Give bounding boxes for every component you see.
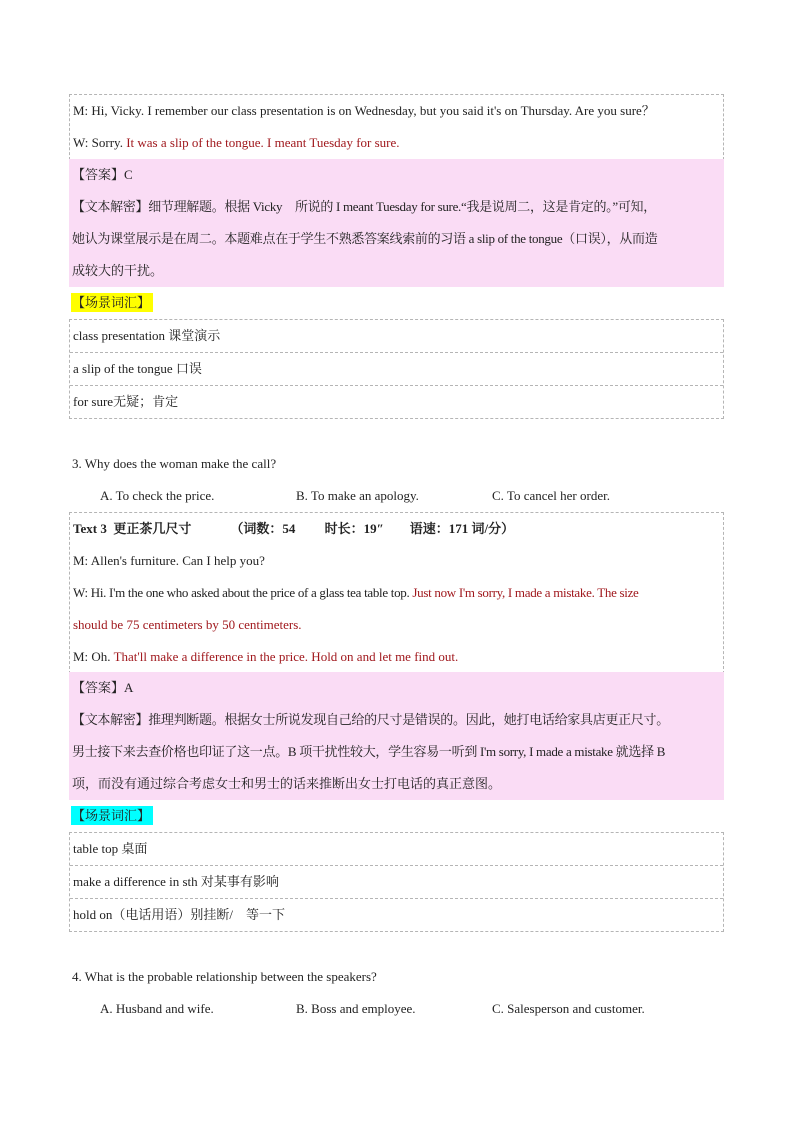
text3-m-line2 <box>70 641 723 673</box>
dialog2-w-red: It was a slip of the tongue. I meant Tuesday for sure. <box>126 135 400 150</box>
text3-m2-prefix: M: Oh. <box>73 649 114 664</box>
question4-stem: 4. What is the probable relationship between the speakers? <box>72 969 377 984</box>
answer2-explain-line3: 成较大的干扰。 <box>72 263 164 278</box>
vocab3-box <box>69 832 724 932</box>
vocab2-item: a slip of the tongue 口误 <box>70 352 723 385</box>
text3-w-red1: Just now I'm sorry, I made a mistake. The size <box>412 585 639 600</box>
question3-option-c: C. To cancel her order. <box>492 488 610 503</box>
dialog2-w-line <box>70 127 723 159</box>
question3-option-b: B. To make an apology. <box>296 488 419 503</box>
vocab2-title: 【场景词汇】 <box>71 293 153 312</box>
vocab3-title-row <box>69 801 724 831</box>
vocab3-title: 【场景词汇】 <box>71 806 153 825</box>
vocab2-item: for sure无疑；肯定 <box>70 385 723 418</box>
question3-option-a: A. To check the price. <box>100 488 215 503</box>
vocab3-item: hold on（电话用语）别挂断/ 等一下 <box>70 898 723 931</box>
text3-w-prefix: W: Hi. I'm the one who asked about the price of a glass tea table top. <box>73 585 413 600</box>
text3-header: Text 3 更正茶几尺寸 （词数：54 时长：19″ 语速：171 词/分） <box>73 521 515 536</box>
text3-m-line1: M: Allen's furniture. Can I help you? <box>73 553 265 568</box>
dialog2-m-line: M: Hi, Vicky. I remember our class presentation is on Wednesday, but you said it's on Thursday. Are you sure？ <box>73 103 655 118</box>
vocab2-title-row <box>69 288 724 318</box>
answer3-explain-line3: 项，而没有通过综合考虑女士和男士的话来推断出女士打电话的真正意图。 <box>72 776 502 791</box>
text3-box <box>69 512 724 674</box>
question3-stem: 3. Why does the woman make the call? <box>72 456 277 471</box>
answer3-label: 【答案】A <box>72 680 134 695</box>
answer3-explain-line1: 【文本解密】推理判断题。根据女士所说发现自己给的尺寸是错误的。因此，她打电话给家具店更正尺寸。 <box>72 712 669 727</box>
dialog2-box <box>69 94 724 160</box>
answer3-box <box>69 672 724 800</box>
answer2-explain-line1: 【文本解密】细节理解题。根据 Vicky 所说的 I meant Tuesday for sure.“我是说周二，这是肯定的。”可知， <box>72 199 656 214</box>
vocab3-item: table top 桌面 <box>73 841 148 856</box>
vocab2-box <box>69 319 724 419</box>
question4-option-c: C. Salesperson and customer. <box>492 1001 645 1016</box>
vocab3-item: make a difference in sth 对某事有影响 <box>70 865 723 898</box>
vocab2-item: class presentation 课堂演示 <box>73 328 221 343</box>
text3-w-line <box>70 577 723 609</box>
text3-w-red2: should be 75 centimeters by 50 centimeters. <box>73 617 302 632</box>
answer2-box <box>69 159 724 287</box>
answer2-explain-line2: 她认为课堂展示是在周二。本题难点在于学生不熟悉答案线索前的习语 a slip of the tongue（口误），从而造 <box>72 231 658 246</box>
dialog2-w-prefix: W: Sorry. <box>73 135 127 150</box>
text3-m2-red: That'll make a difference in the price. Hold on and let me find out. <box>113 649 459 664</box>
question4-option-a: A. Husband and wife. <box>100 1001 214 1016</box>
answer3-explain-line2: 男士接下来去查价格也印证了这一点。B 项干扰性较大，学生容易一听到 I'm sorry, I made a mistake 就选择 B <box>72 744 666 759</box>
question4-option-b: B. Boss and employee. <box>296 1001 416 1016</box>
answer2-label: 【答案】C <box>72 167 133 182</box>
